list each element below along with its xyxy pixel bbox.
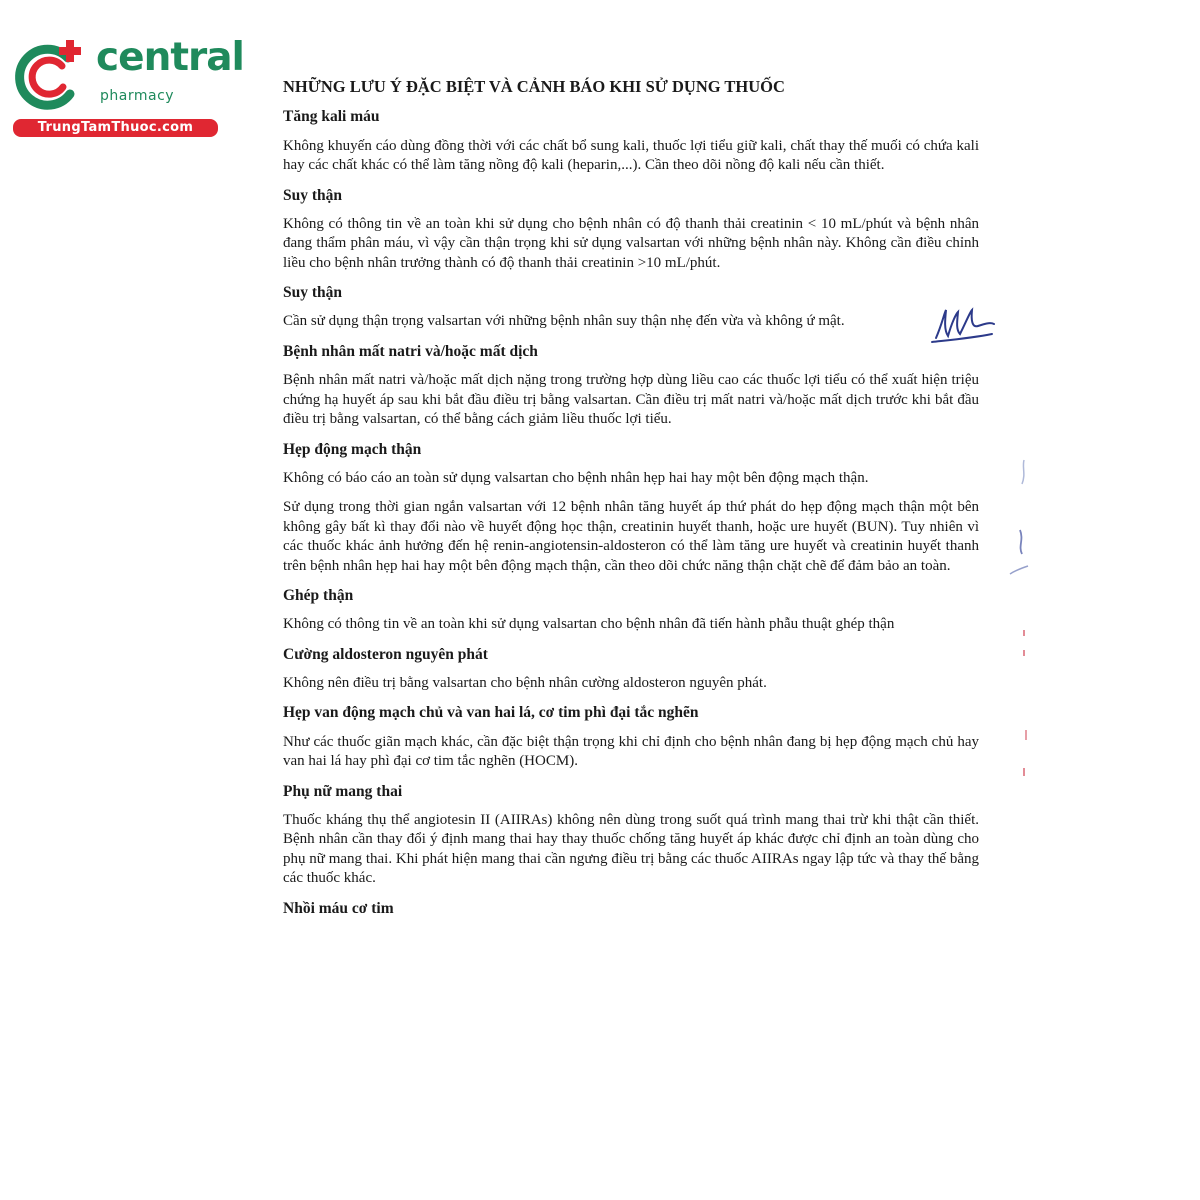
section-renal-impairment-2 [283,283,979,332]
section-kidney-transplant [283,586,979,635]
edge-marks-icon [1000,450,1040,790]
logo-brand: central [96,35,244,80]
section-pregnancy [283,782,979,889]
logo-c-cross-icon [10,36,90,116]
logo-tagline: pharmacy [100,88,175,104]
section-valve-stenosis [283,703,979,771]
section-hyperkalemia [283,107,979,175]
section-paragraph: Cần sử dụng thận trọng valsartan với những bệnh nhân suy thận nhẹ đến vừa và không ứ mật. [283,313,845,330]
document-title: NHỮNG LƯU Ý ĐẶC BIỆT VÀ CẢNH BÁO KHI SỬ DỤNG THUỐC [283,77,785,96]
document [283,76,979,928]
section-heading: Tăng kali máu [283,108,380,126]
section-heading: Cường aldosteron nguyên phát [283,645,488,663]
section-heading: Suy thận [283,186,343,204]
logo-website: TrungTamThuoc.com [13,119,218,137]
section-paragraph: Không có thông tin về an toàn khi sử dụng valsartan cho bệnh nhân đã tiến hành phẫu thuật ghép thận [283,616,895,633]
section-sodium-volume-depletion [283,342,979,430]
section-heading: Bệnh nhân mất natri và/hoặc mất dịch [283,342,538,360]
section-heading: Hẹp van động mạch chủ và van hai lá, cơ tim phì đại tắc nghẽn [283,704,699,722]
section-paragraph: Sử dụng trong thời gian ngắn valsartan với 12 bệnh nhân tăng huyết áp thứ phát do hẹp động mạch thận một bên không gây bất kì thay đổi nào về huyết động học thận, creatinin huyết thanh, hoặc ure huyết (BUN). Tuy nhiên vì các thuốc khác ảnh hưởng đến hệ renin-angiotensin-aldosteron có thể làm tăng ure huyết và creatinin huyết thanh trên bệnh nhân hẹp hai hay một bên động mạch thận, cần theo dõi chức năng thận chặt chẽ để đảm bảo an toàn. [283,499,979,574]
section-heading: Ghép thận [283,587,354,605]
section-paragraph: Bệnh nhân mất natri và/hoặc mất dịch nặng trong trường hợp dùng liều cao các thuốc lợi tiểu có thể xuất hiện triệu chứng hạ huyết áp sau khi bắt đầu điều trị bằng valsartan. Cần điều trị mất natri và/hoặc mất dịch trước khi bắt đầu điều trị bằng valsartan, có thể bằng cách giảm liều thuốc lợi tiểu. [283,372,979,427]
section-heading: Phụ nữ mang thai [283,782,403,800]
section-paragraph: Thuốc kháng thụ thể angiotesin II (AIIRAs) không nên dùng trong suốt quá trình mang thai trừ khi thật cần thiết. Bệnh nhân cần thay đổi ý định mang thai hay thay thuốc chống tăng huyết áp khác được chỉ định an toàn dùng cho phụ nữ mang thai. Khi phát hiện mang thai cần ngưng điều trị bằng các thuốc AIIRAs ngay lập tức và thay thế bằng các thuốc khác. [283,811,979,887]
section-renal-impairment [283,186,979,274]
section-heading: Hẹp động mạch thận [283,440,422,458]
section-renal-artery-stenosis [283,440,979,577]
section-paragraph: Như các thuốc giãn mạch khác, cần đặc biệt thận trọng khi chỉ định cho bệnh nhân đang bị hẹp động mạch chủ hay van hai lá hay phì đại cơ tim tắc nghẽn (HOCM). [283,733,979,770]
section-heading: Suy thận [283,284,343,302]
section-paragraph: Không khuyến cáo dùng đồng thời với các chất bổ sung kali, thuốc lợi tiểu giữ kali, chất thay thế muối có chứa kali hay các chất khác có thể làm tăng nồng độ kali (heparin,...). Cần theo dõi nồng độ kali nếu cần thiết. [283,137,979,174]
central-pharmacy-logo [10,35,244,136]
section-primary-aldosteronism [283,645,979,694]
section-heading: Nhồi máu cơ tim [283,899,394,917]
section-paragraph: Không có báo cáo an toàn sử dụng valsartan cho bệnh nhân hẹp hai hay một bên động mạch thận. [283,469,869,486]
section-paragraph: Không có thông tin về an toàn khi sử dụng cho bệnh nhân có độ thanh thải creatinin < 10 mL/phút và bệnh nhân đang thẩm phân máu, vì vậy cần thận trọng khi sử dụng valsartan với những bệnh nhân này. Không cần điều chỉnh liều cho bệnh nhân trưởng thành có độ thanh thải creatinin >10 mL/phút. [283,215,979,271]
section-paragraph: Không nên điều trị bằng valsartan cho bệnh nhân cường aldosteron nguyên phát. [283,674,767,691]
section-myocardial-infarction [283,899,979,919]
